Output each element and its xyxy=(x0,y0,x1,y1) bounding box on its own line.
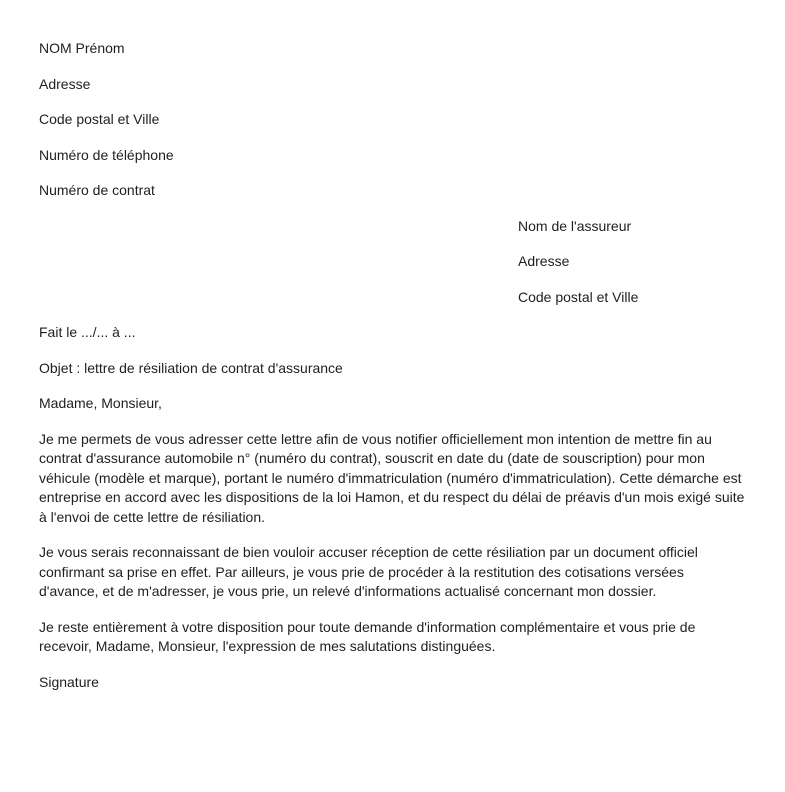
signature-label: Signature xyxy=(39,673,99,690)
salutation: Madame, Monsieur, xyxy=(39,395,162,411)
sender-phone: Numéro de téléphone xyxy=(39,146,174,163)
body-paragraph-3: Je reste entièrement à votre disposition pour toute demande d'information complémentaire et vous prie de recevoir, Madame, Monsieur, l'expression de mes salutations distinguées. xyxy=(39,618,696,654)
recipient-insurer-name: Nom de l'assureur xyxy=(518,217,632,234)
recipient-postal-city: Code postal et Ville xyxy=(518,288,639,305)
sender-contract-number: Numéro de contrat xyxy=(39,182,155,198)
recipient-address: Adresse xyxy=(518,253,570,269)
sender-block xyxy=(39,39,746,201)
sender-name: NOM Prénom xyxy=(39,40,125,56)
sender-postal-city: Code postal et Ville xyxy=(39,111,160,127)
recipient-block xyxy=(518,217,746,308)
sender-address: Adresse xyxy=(39,75,91,92)
subject-line: Objet : lettre de résiliation de contrat d'assurance xyxy=(39,359,343,376)
date-place-line: Fait le .../... à ... xyxy=(39,324,136,340)
body-paragraph-2: Je vous serais reconnaissant de bien vouloir accuser réception de cette résiliation par un document officiel confirmant sa prise en effet. Par ailleurs, je vous prie de procéder à la restitution des cotisations versées d'avance, et de m'adresser, je vous prie, un relevé d'informations actualisé concernant mon dossier. xyxy=(39,544,698,599)
body-paragraph-1: Je me permets de vous adresser cette lettre afin de vous notifier officiellement mon intention de mettre fin au contrat d'assurance automobile n° (numéro du contrat), souscrit en date du (date de souscription) pour mon véhicule (modèle et marque), portant le numéro d'immatriculation (numéro d'immatriculation). Cette démarche est entreprise en accord avec les dispositions de la loi Hamon, et du respect du délai de préavis d'un mois exigé suite à l'envoi de cette lettre de résiliation. xyxy=(39,430,745,525)
